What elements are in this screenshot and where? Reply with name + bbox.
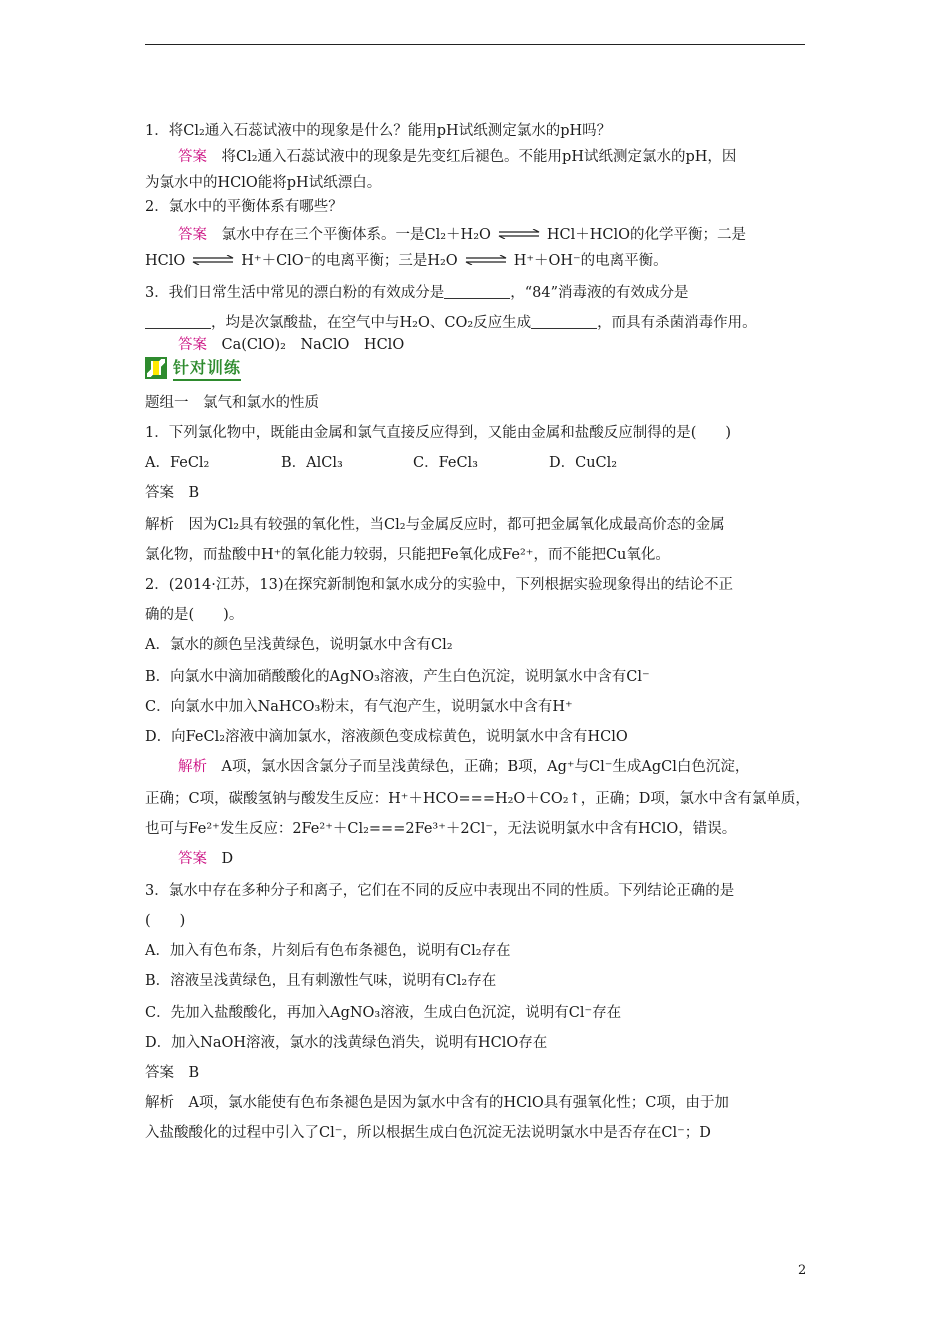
- p2-option-a: A．氯水的颜色呈浅黄绿色，说明氯水中含有Cl₂: [145, 637, 453, 653]
- p2-explanation-line1: [145, 756, 807, 778]
- q2-question: 2．氯水中的平衡体系有哪些？: [145, 199, 343, 215]
- fill-blank: [145, 314, 211, 329]
- q2-answer-line1: [145, 224, 807, 246]
- q3-question-line2: [145, 312, 807, 334]
- section-banner: [145, 356, 807, 380]
- p3-option-b: B．溶液呈浅黄绿色，且有刺激性气味，说明有Cl₂存在: [145, 973, 497, 989]
- p1-answer: 答案 B: [145, 485, 200, 501]
- fill-blank: [531, 314, 597, 329]
- q3-answer: [145, 334, 807, 356]
- p3-option-a: A．加入有色布条，片刻后有色布条褪色，说明有Cl₂存在: [145, 943, 511, 959]
- q2-answer-text-e: H⁺＋OH⁻的电离平衡。: [513, 253, 668, 269]
- q1-answer-text: 将Cl₂通入石蕊试液中的现象是先变红后褪色。不能用pH试纸测定氯水的pH，因: [221, 149, 737, 165]
- p1-option-d: D．CuCl₂: [549, 455, 618, 471]
- p2-answer: [145, 848, 807, 870]
- q3-question-line1: [145, 282, 807, 304]
- banner-title: 针对训练: [173, 355, 241, 381]
- p2-option-d: D．向FeCl₂溶液中滴加氯水，溶液颜色变成棕黄色，说明氯水中含有HClO: [145, 729, 628, 745]
- p3-answer: 答案 B: [145, 1065, 200, 1081]
- p2-option-b: B．向氯水中滴加硝酸酸化的AgNO₃溶液，产生白色沉淀，说明氯水中含有Cl⁻: [145, 669, 650, 685]
- p2-stem-line2: 确的是( )。: [145, 607, 244, 623]
- q2-answer-text-d: H⁺＋ClO⁻的电离平衡；三是H₂O: [241, 253, 458, 269]
- page-number: 2: [798, 1263, 807, 1278]
- p1-explanation-line2: 氯化物，而盐酸中H⁺的氧化能力较弱，只能把Fe氧化成Fe²⁺，而不能把Cu氧化。: [145, 547, 670, 563]
- p1-stem: 1．下列氯化物中，既能由金属和氯气直接反应得到，又能由金属和盐酸反应制得的是( ): [145, 425, 732, 441]
- p1-options: [145, 452, 807, 474]
- answer-label: 答案: [178, 851, 207, 867]
- fill-blank: [444, 284, 510, 299]
- equilibrium-arrow-icon: [497, 229, 541, 239]
- page-content: [145, 120, 810, 1141]
- p2-answer-text: D: [221, 851, 234, 867]
- p2-explanation-text: A项，氯水因含氯分子而呈浅黄绿色，正确；B项，Ag⁺与Cl⁻生成AgCl白色沉淀，: [221, 759, 750, 775]
- q2-answer-line2: [145, 250, 807, 272]
- p1-explanation-line1: 解析 因为Cl₂具有较强的氧化性，当Cl₂与金属反应时，都可把金属氧化成最高价态的金属: [145, 517, 725, 533]
- p2-stem-line1: 2．(2014·江苏，13)在探究新制饱和氯水成分的实验中，下列根据实验现象得出的结论不正: [145, 577, 733, 593]
- answer-label: 答案: [178, 227, 207, 243]
- q3-text-d: ，而具有杀菌消毒作用。: [597, 315, 757, 331]
- p2-option-c: C．向氯水中加入NaHCO₃粉末，有气泡产生，说明氯水中含有H⁺: [145, 699, 573, 715]
- q3-answer-text: Ca(ClO)₂ NaClO HClO: [221, 337, 405, 353]
- p3-explanation-line2: 入盐酸酸化的过程中引入了Cl⁻，所以根据生成白色沉淀无法说明氯水中是否存在Cl⁻；D: [145, 1125, 711, 1141]
- p3-stem-line2: ( ): [145, 913, 186, 929]
- group-title: 题组一 氯气和氯水的性质: [145, 395, 319, 411]
- p3-stem-line1: 3．氯水中存在多种分子和离子，它们在不同的反应中表现出不同的性质。下列结论正确的是: [145, 883, 735, 899]
- q1-answer-line2: 为氯水中的HClO能将pH试纸漂白。: [145, 175, 382, 191]
- explanation-label: 解析: [178, 759, 207, 775]
- q2-answer-text-b: HCl＋HClO的化学平衡；二是: [546, 227, 747, 243]
- equilibrium-arrow-icon: [464, 255, 508, 265]
- q3-text-a: 3．我们日常生活中常见的漂白粉的有效成分是: [145, 285, 445, 301]
- q1-answer-line1: [145, 146, 807, 168]
- p1-option-b: B．AlCl₃: [281, 455, 343, 471]
- q2-answer-text-a: 氯水中存在三个平衡体系。一是Cl₂＋H₂O: [221, 227, 491, 243]
- p2-explanation-line2: 正确；C项，碳酸氢钠与酸发生反应：H⁺＋HCO===H₂O＋CO₂↑，正确；D项，氯水中含有氯单质，: [145, 791, 810, 807]
- p3-option-d: D．加入NaOH溶液，氯水的浅黄绿色消失，说明有HClO存在: [145, 1035, 548, 1051]
- training-icon: [145, 357, 167, 379]
- p3-option-c: C．先加入盐酸酸化，再加入AgNO₃溶液，生成白色沉淀，说明有Cl⁻存在: [145, 1005, 622, 1021]
- q3-text-c: ，均是次氯酸盐，在空气中与H₂O、CO₂反应生成: [211, 315, 532, 331]
- p3-explanation-line1: 解析 A项，氯水能使有色布条褪色是因为氯水中含有的HClO具有强氧化性；C项，由于加: [145, 1095, 729, 1111]
- q3-text-b: ，“84”消毒液的有效成分是: [510, 285, 689, 301]
- q1-question: 1．将Cl₂通入石蕊试液中的现象是什么？能用pH试纸测定氯水的pH吗？: [145, 123, 612, 139]
- p2-explanation-line3: 也可与Fe²⁺发生反应：2Fe²⁺＋Cl₂===2Fe³⁺＋2Cl⁻，无法说明氯水中含有HClO，错误。: [145, 821, 737, 837]
- answer-label: 答案: [178, 337, 207, 353]
- answer-label: 答案: [178, 149, 207, 165]
- header-rule: [145, 44, 805, 45]
- q2-answer-text-c: HClO: [145, 253, 186, 269]
- equilibrium-arrow-icon: [191, 255, 235, 265]
- p1-option-c: C．FeCl₃: [413, 455, 478, 471]
- p1-option-a: A．FeCl₂: [145, 455, 210, 471]
